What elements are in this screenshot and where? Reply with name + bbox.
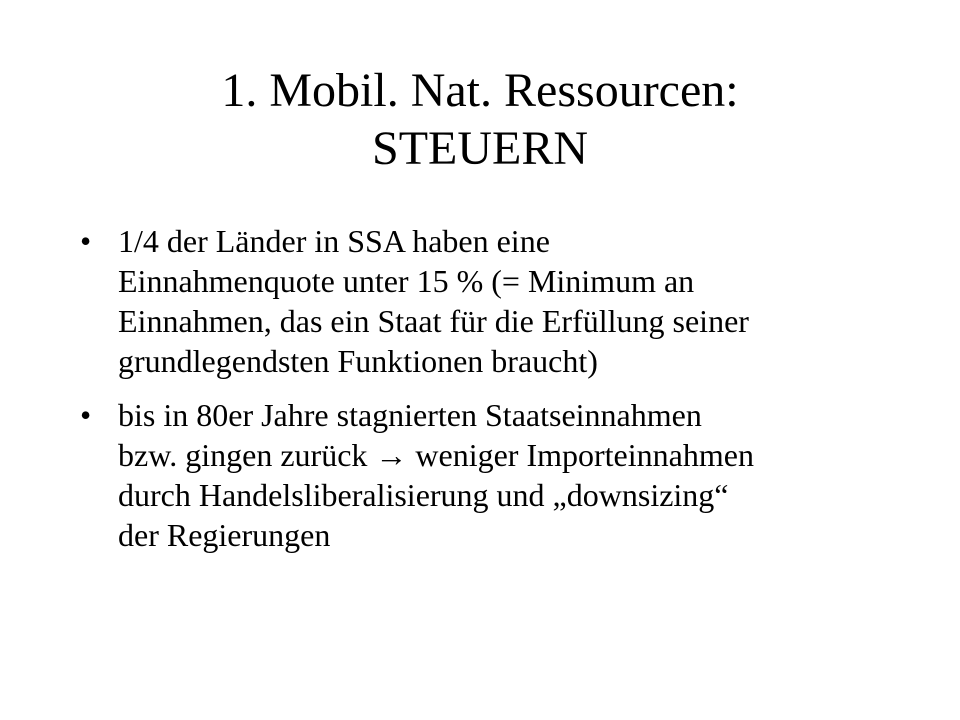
slide-title (100, 62, 860, 178)
bullet-1-line-4: grundlegendsten Funktionen braucht) (118, 343, 598, 379)
bullet-2-line-3: durch Handelsliberalisierung und „downsizing“ (118, 477, 729, 513)
bullet-2-line-4: der Regierungen (118, 517, 331, 553)
bullet-1-line-2: Einnahmenquote unter 15 % (= Minimum an (118, 263, 695, 299)
bullet-marker: • (80, 397, 92, 433)
bullet-2-line-2: bzw. gingen zurück → weniger Importeinnahmen (118, 437, 754, 473)
bullet-item-1 (80, 221, 880, 381)
bullet-1-line-3: Einnahmen, das ein Staat für die Erfüllung seiner (118, 303, 749, 339)
bullet-1-line-1: 1/4 der Länder in SSA haben eine (118, 223, 550, 259)
slide-title-line-1: 1. Mobil. Nat. Ressourcen: (221, 64, 739, 117)
bullet-marker: • (80, 223, 92, 259)
slide-title-line-2: STEUERN (372, 122, 588, 175)
bullet-2-line-1: bis in 80er Jahre stagnierten Staatseinnahmen (118, 397, 702, 433)
bullet-item-2 (80, 395, 880, 555)
bullet-list (80, 221, 880, 569)
